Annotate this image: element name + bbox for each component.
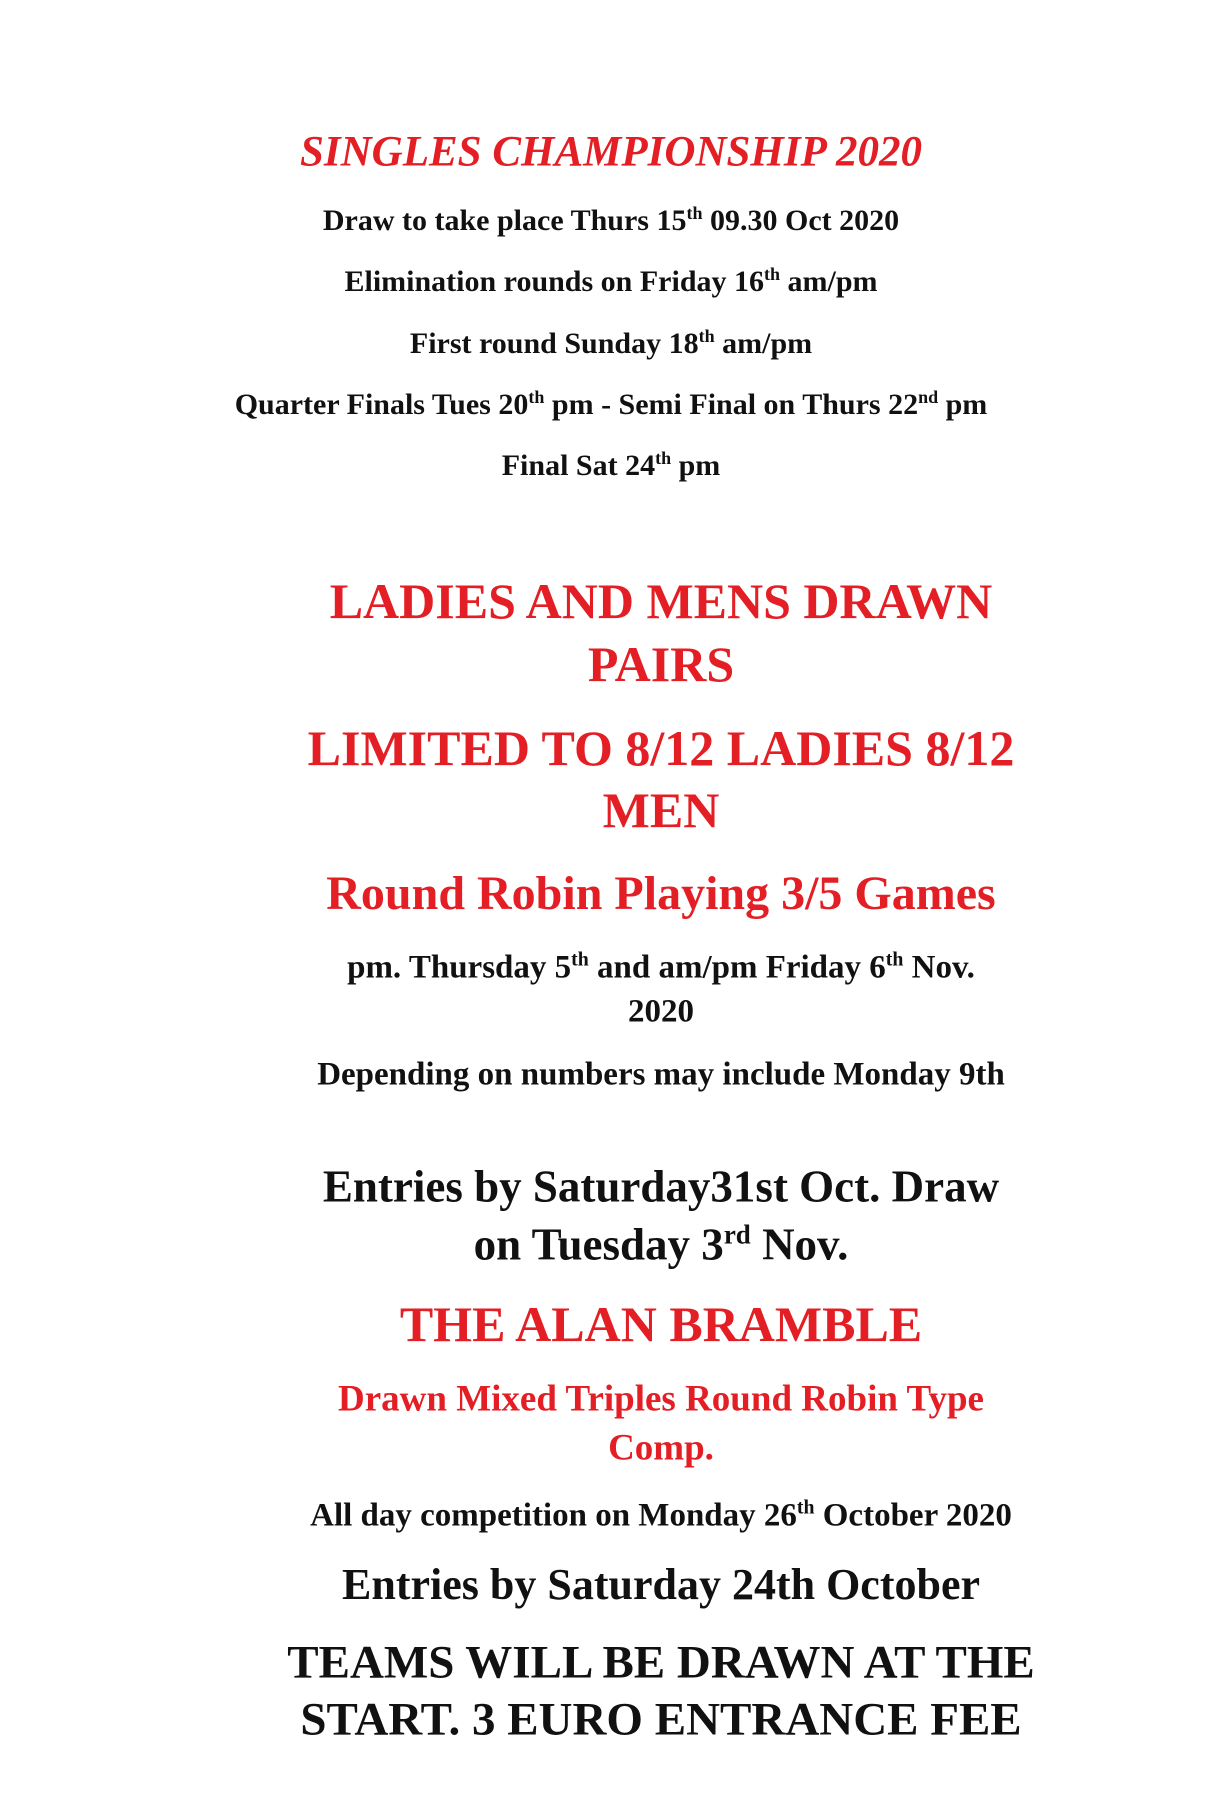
bramble-teams-line2: START. 3 EURO ENTRANCE FEE	[300, 1693, 1022, 1746]
singles-elimination-line: Elimination rounds on Friday 16th am/pm	[344, 264, 878, 298]
pairs-note: Depending on numbers may include Monday 9th	[317, 1056, 1005, 1093]
pairs-entries-line1: Entries by Saturday31st Oct. Draw	[322, 1161, 1000, 1212]
singles-title: SINGLES CHAMPIONSHIP 2020	[299, 128, 923, 176]
pairs-limit-line1: LIMITED TO 8/12 LADIES 8/12	[307, 720, 1015, 776]
pairs-title-line2: PAIRS	[587, 636, 735, 692]
singles-quarter-semi-line: Quarter Finals Tues 20th pm - Semi Final on Thurs 22nd pm	[234, 387, 988, 421]
bramble-teams-line1: TEAMS WILL BE DRAWN AT THE	[287, 1636, 1035, 1689]
pairs-entries-line2: on Tuesday 3rd Nov.	[473, 1219, 849, 1270]
pairs-title-line1: LADIES AND MENS DRAWN	[329, 573, 993, 629]
bramble-entries: Entries by Saturday 24th October	[342, 1560, 980, 1609]
pairs-format: Round Robin Playing 3/5 Games	[326, 867, 996, 920]
pairs-limit-line2: MEN	[602, 782, 720, 838]
singles-draw-line: Draw to take place Thurs 15th 09.30 Oct 2020	[322, 203, 900, 237]
bramble-subtitle-line1: Drawn Mixed Triples Round Robin Type	[338, 1378, 984, 1420]
bramble-title: THE ALAN BRAMBLE	[399, 1296, 923, 1352]
singles-first-round-line: First round Sunday 18th am/pm	[409, 326, 813, 360]
pairs-dates-line1: pm. Thursday 5th and am/pm Friday 6th Nov.	[347, 948, 975, 986]
bramble-subtitle-line2: Comp.	[608, 1427, 714, 1469]
pairs-dates-line2: 2020	[628, 993, 694, 1030]
bramble-date: All day competition on Monday 26th October 2020	[310, 1496, 1012, 1534]
singles-final-line: Final Sat 24th pm	[501, 448, 721, 482]
